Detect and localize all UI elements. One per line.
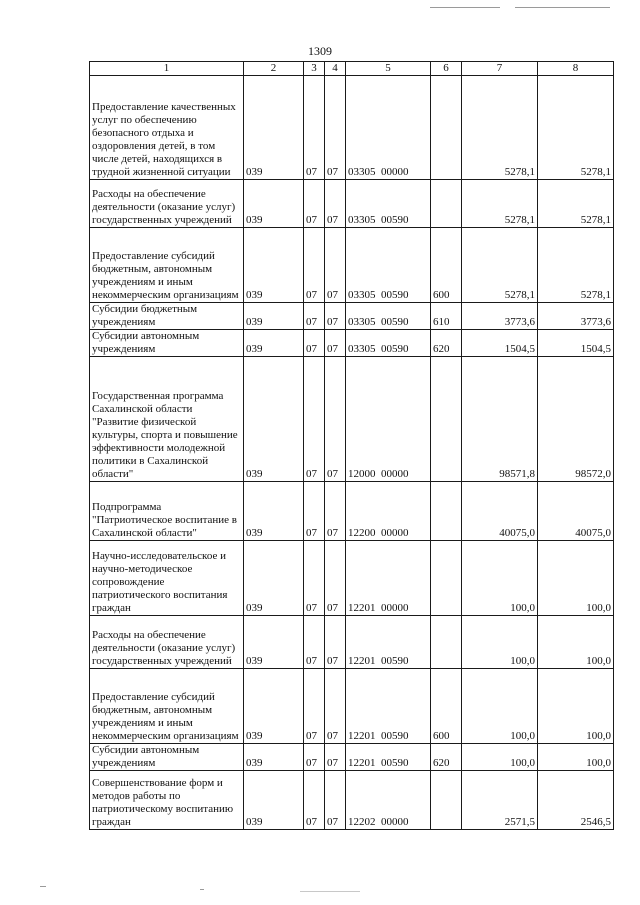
cell-target-article: 03305 00590	[346, 303, 431, 330]
cell-expense-type: 600	[431, 669, 462, 744]
cell-amount-7: 100,0	[462, 616, 538, 669]
cell-expense-type	[431, 541, 462, 616]
cell-target-article: 03305 00000	[346, 76, 431, 180]
cell-name: Субсидии автономным учреждениям	[90, 744, 244, 771]
cell-admin-code: 039	[244, 76, 304, 180]
table-row	[90, 771, 614, 830]
cell-expense-type: 620	[431, 744, 462, 771]
table-row	[90, 76, 614, 180]
cell-expense-type	[431, 616, 462, 669]
cell-amount-7: 1504,5	[462, 330, 538, 357]
column-number: 5	[346, 62, 431, 76]
column-number: 7	[462, 62, 538, 76]
cell-section: 07	[304, 228, 325, 303]
cell-admin-code: 039	[244, 669, 304, 744]
cell-subsection: 07	[325, 76, 346, 180]
cell-amount-7: 2571,5	[462, 771, 538, 830]
table-row	[90, 303, 614, 330]
scan-speck	[515, 7, 610, 8]
cell-subsection: 07	[325, 330, 346, 357]
cell-target-article: 03305 00590	[346, 180, 431, 228]
cell-target-article: 12000 00000	[346, 357, 431, 482]
column-number: 8	[538, 62, 614, 76]
cell-expense-type	[431, 771, 462, 830]
cell-admin-code: 039	[244, 228, 304, 303]
cell-section: 07	[304, 330, 325, 357]
cell-target-article: 03305 00590	[346, 330, 431, 357]
table-row	[90, 541, 614, 616]
column-number: 2	[244, 62, 304, 76]
cell-section: 07	[304, 744, 325, 771]
cell-name: Расходы на обеспечение деятельности (оказание услуг) государственных учреждений	[90, 180, 244, 228]
cell-amount-7: 5278,1	[462, 76, 538, 180]
cell-target-article: 12201 00590	[346, 669, 431, 744]
table-row	[90, 180, 614, 228]
cell-amount-8: 2546,5	[538, 771, 614, 830]
cell-amount-8: 5278,1	[538, 76, 614, 180]
cell-expense-type	[431, 180, 462, 228]
cell-amount-8: 1504,5	[538, 330, 614, 357]
scan-speck	[300, 891, 360, 892]
cell-target-article: 12201 00590	[346, 744, 431, 771]
cell-admin-code: 039	[244, 303, 304, 330]
cell-target-article: 12202 00000	[346, 771, 431, 830]
cell-subsection: 07	[325, 357, 346, 482]
cell-amount-7: 100,0	[462, 669, 538, 744]
cell-name: Научно-исследовательское и научно-методическое сопровождение патриотического воспитания граждан	[90, 541, 244, 616]
cell-name: Предоставление качественных услуг по обеспечению безопасного отдыха и оздоровления детей, в том числе детей, находящихся в трудной жизненной ситуации	[90, 76, 244, 180]
cell-admin-code: 039	[244, 616, 304, 669]
cell-target-article: 03305 00590	[346, 228, 431, 303]
cell-amount-7: 40075,0	[462, 482, 538, 541]
cell-subsection: 07	[325, 616, 346, 669]
scan-speck	[40, 886, 46, 887]
cell-section: 07	[304, 357, 325, 482]
cell-name: Предоставление субсидий бюджетным, автономным учреждениям и иным некоммерческим организациям	[90, 669, 244, 744]
cell-subsection: 07	[325, 541, 346, 616]
cell-amount-8: 98572,0	[538, 357, 614, 482]
cell-expense-type: 600	[431, 228, 462, 303]
cell-subsection: 07	[325, 669, 346, 744]
cell-name: Расходы на обеспечение деятельности (оказание услуг) государственных учреждений	[90, 616, 244, 669]
cell-expense-type: 610	[431, 303, 462, 330]
cell-amount-7: 98571,8	[462, 357, 538, 482]
cell-admin-code: 039	[244, 482, 304, 541]
table-row	[90, 330, 614, 357]
cell-amount-7: 5278,1	[462, 180, 538, 228]
table-row	[90, 357, 614, 482]
scan-speck	[430, 7, 500, 8]
cell-section: 07	[304, 616, 325, 669]
cell-amount-8: 40075,0	[538, 482, 614, 541]
cell-expense-type	[431, 482, 462, 541]
cell-name: Субсидии автономным учреждениям	[90, 330, 244, 357]
cell-amount-8: 100,0	[538, 616, 614, 669]
cell-section: 07	[304, 303, 325, 330]
cell-section: 07	[304, 482, 325, 541]
cell-expense-type: 620	[431, 330, 462, 357]
cell-subsection: 07	[325, 744, 346, 771]
cell-admin-code: 039	[244, 357, 304, 482]
column-number: 3	[304, 62, 325, 76]
column-number: 4	[325, 62, 346, 76]
table-row	[90, 482, 614, 541]
cell-section: 07	[304, 541, 325, 616]
column-number: 6	[431, 62, 462, 76]
cell-subsection: 07	[325, 180, 346, 228]
cell-admin-code: 039	[244, 541, 304, 616]
column-number: 1	[90, 62, 244, 76]
cell-subsection: 07	[325, 228, 346, 303]
cell-subsection: 07	[325, 482, 346, 541]
cell-section: 07	[304, 669, 325, 744]
cell-amount-8: 3773,6	[538, 303, 614, 330]
cell-amount-8: 100,0	[538, 541, 614, 616]
cell-amount-8: 5278,1	[538, 180, 614, 228]
budget-table	[89, 61, 614, 830]
cell-name: Государственная программа Сахалинской области "Развитие физической культуры, спорта и повышение эффективности молодежной политики в Сахалинской области"	[90, 357, 244, 482]
scan-speck	[200, 889, 204, 890]
table-row	[90, 616, 614, 669]
cell-target-article: 12200 00000	[346, 482, 431, 541]
cell-section: 07	[304, 76, 325, 180]
cell-amount-7: 3773,6	[462, 303, 538, 330]
table-row	[90, 228, 614, 303]
cell-section: 07	[304, 771, 325, 830]
cell-admin-code: 039	[244, 180, 304, 228]
cell-target-article: 12201 00000	[346, 541, 431, 616]
cell-amount-7: 5278,1	[462, 228, 538, 303]
cell-amount-8: 100,0	[538, 744, 614, 771]
cell-admin-code: 039	[244, 744, 304, 771]
cell-subsection: 07	[325, 771, 346, 830]
cell-amount-7: 100,0	[462, 744, 538, 771]
cell-amount-8: 5278,1	[538, 228, 614, 303]
table-row	[90, 744, 614, 771]
cell-section: 07	[304, 180, 325, 228]
cell-name: Подпрограмма "Патриотическое воспитание в Сахалинской области"	[90, 482, 244, 541]
cell-amount-8: 100,0	[538, 669, 614, 744]
cell-amount-7: 100,0	[462, 541, 538, 616]
cell-expense-type	[431, 357, 462, 482]
cell-name: Предоставление субсидий бюджетным, автономным учреждениям и иным некоммерческим организациям	[90, 228, 244, 303]
cell-admin-code: 039	[244, 771, 304, 830]
cell-name: Субсидии бюджетным учреждениям	[90, 303, 244, 330]
table-row	[90, 669, 614, 744]
cell-expense-type	[431, 76, 462, 180]
cell-target-article: 12201 00590	[346, 616, 431, 669]
column-number-row	[90, 62, 614, 76]
page-number: 1309	[308, 44, 332, 58]
cell-name: Совершенствование форм и методов работы по патриотическому воспитанию граждан	[90, 771, 244, 830]
cell-subsection: 07	[325, 303, 346, 330]
cell-admin-code: 039	[244, 330, 304, 357]
